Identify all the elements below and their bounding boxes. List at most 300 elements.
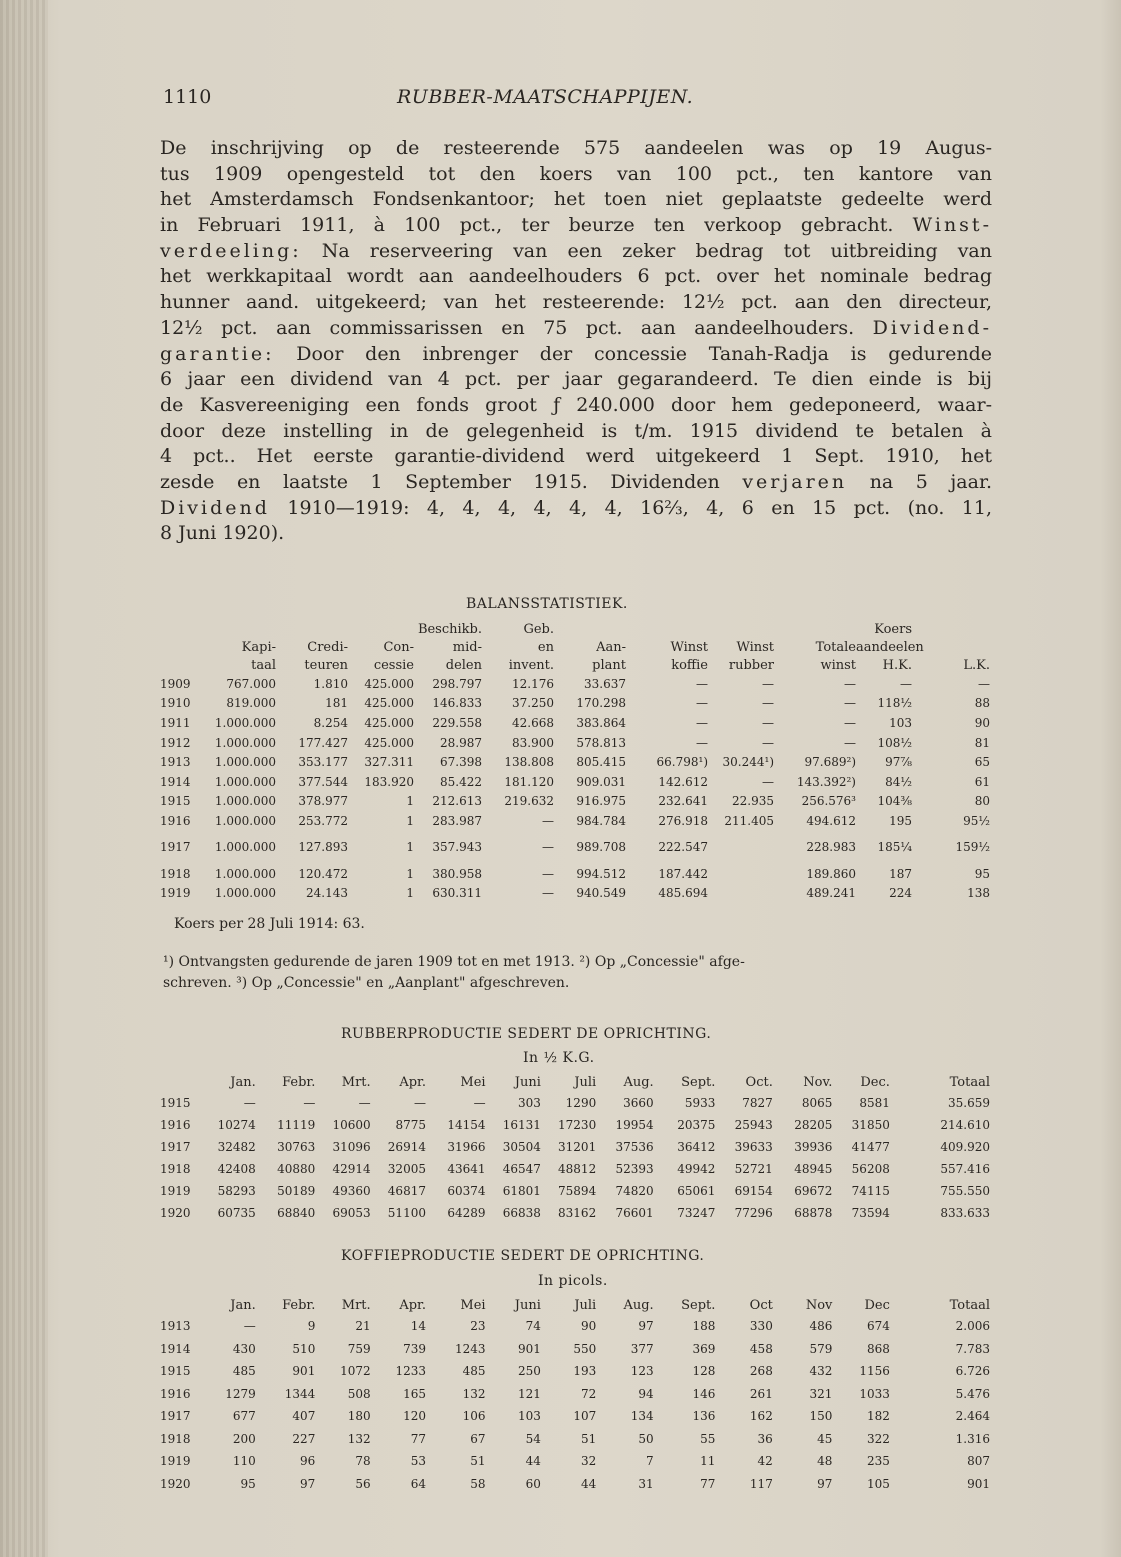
table-cell: 5.476 bbox=[955, 1386, 990, 1401]
table-cell: 494.612 bbox=[806, 813, 856, 828]
table-cell: 33.637 bbox=[584, 676, 626, 691]
table-row bbox=[160, 1315, 990, 1338]
text-line: hunner aand. uitgekeerd; van het resteerende: 12½ pct. aan den directeur, bbox=[160, 291, 992, 314]
table-cell: 11119 bbox=[277, 1118, 316, 1132]
table-cell: 224 bbox=[889, 886, 912, 901]
table-cell: 68840 bbox=[277, 1206, 316, 1220]
table-cell: 1033 bbox=[859, 1386, 890, 1401]
column-header: Juli bbox=[574, 1074, 597, 1090]
table-cell: 30.244¹) bbox=[722, 755, 774, 770]
table-cell: — bbox=[844, 715, 856, 730]
table-cell: 83162 bbox=[558, 1206, 597, 1220]
column-header bbox=[160, 1072, 198, 1092]
table-cell: 1911 bbox=[160, 715, 191, 730]
table-cell: — bbox=[413, 1096, 426, 1110]
table-cell: 1918 bbox=[160, 1431, 191, 1446]
table-cell: 24.143 bbox=[306, 886, 348, 901]
table-cell: 108½ bbox=[877, 735, 912, 750]
table-cell: 1 bbox=[406, 866, 414, 881]
table-row bbox=[160, 1136, 990, 1158]
column-header: Mrt. bbox=[341, 1297, 371, 1313]
table-cell: — bbox=[900, 676, 912, 691]
table-cell: 146 bbox=[692, 1386, 716, 1401]
table-cell: 330 bbox=[749, 1319, 773, 1334]
header-row bbox=[160, 1295, 990, 1315]
table-cell: 97 bbox=[817, 1476, 833, 1491]
table-cell: 181.120 bbox=[504, 774, 554, 789]
table-cell: 143.392²) bbox=[796, 774, 856, 789]
page-number: 1110 bbox=[163, 86, 212, 108]
table-cell: 185¼ bbox=[877, 840, 912, 855]
table-cell: 1910 bbox=[160, 696, 191, 711]
table-cell: 1916 bbox=[160, 1386, 191, 1401]
table-cell: 30763 bbox=[277, 1140, 316, 1154]
column-header: Koers bbox=[874, 621, 912, 637]
table-cell: 118½ bbox=[877, 696, 912, 711]
table-cell: 232.641 bbox=[658, 794, 708, 809]
table-cell: 121 bbox=[517, 1386, 541, 1401]
table-cell: 97 bbox=[638, 1319, 654, 1334]
table-cell: 1918 bbox=[160, 866, 191, 881]
book-spine-shadow bbox=[0, 0, 48, 1557]
table-cell: 94 bbox=[638, 1386, 654, 1401]
column-header: Beschikb. bbox=[417, 621, 482, 637]
table-row bbox=[160, 1114, 990, 1136]
table-cell: 68878 bbox=[794, 1206, 833, 1220]
table-cell: 120 bbox=[403, 1409, 426, 1424]
column-header bbox=[160, 638, 214, 656]
table-cell: 321 bbox=[809, 1386, 833, 1401]
table-cell: 85.422 bbox=[440, 774, 482, 789]
page-header bbox=[163, 86, 989, 114]
table-cell: 909.031 bbox=[576, 774, 626, 789]
table-cell: — bbox=[542, 886, 554, 901]
table-cell: 14154 bbox=[447, 1118, 486, 1132]
column-header bbox=[160, 1295, 198, 1315]
column-header: Apr. bbox=[399, 1297, 426, 1313]
balans-table bbox=[160, 620, 990, 903]
column-header: Sept. bbox=[681, 1074, 716, 1090]
table-cell: 43641 bbox=[447, 1162, 486, 1176]
table-cell: 1279 bbox=[225, 1386, 256, 1401]
table-cell: 1914 bbox=[160, 774, 191, 789]
header-row bbox=[160, 620, 990, 638]
table-cell: 60735 bbox=[217, 1206, 256, 1220]
table-cell: 103 bbox=[889, 715, 912, 730]
table-cell: 105 bbox=[866, 1476, 890, 1491]
table-cell: 485 bbox=[462, 1364, 486, 1379]
table-cell: 833.633 bbox=[940, 1206, 990, 1220]
table-cell: — bbox=[762, 676, 774, 691]
table-cell: 1.000.000 bbox=[214, 715, 276, 730]
table-cell: 1919 bbox=[160, 1454, 191, 1469]
table-cell: 136 bbox=[692, 1409, 716, 1424]
table-row bbox=[160, 1383, 990, 1406]
table-cell: 69154 bbox=[734, 1184, 773, 1198]
table-cell: 1915 bbox=[160, 794, 191, 809]
table-cell: 76601 bbox=[615, 1206, 654, 1220]
table-cell: 1.000.000 bbox=[214, 755, 276, 770]
table-cell: 486 bbox=[809, 1319, 833, 1334]
column-header: Aug. bbox=[623, 1074, 654, 1090]
table-cell: 127.893 bbox=[298, 840, 348, 855]
table-cell: 409.920 bbox=[940, 1140, 990, 1154]
table-cell: 120.472 bbox=[298, 866, 348, 881]
table-cell: 510 bbox=[292, 1341, 316, 1356]
table-cell: 90 bbox=[974, 715, 990, 730]
table-cell: — bbox=[243, 1319, 256, 1334]
table-cell: 6.726 bbox=[955, 1364, 990, 1379]
column-header: Aug. bbox=[623, 1297, 654, 1313]
table-cell: 123 bbox=[630, 1364, 654, 1379]
table-row bbox=[160, 811, 990, 831]
table-cell: 134 bbox=[630, 1409, 654, 1424]
table-cell: 807 bbox=[967, 1454, 990, 1469]
table-cell: 1.000.000 bbox=[214, 735, 276, 750]
column-header bbox=[708, 620, 774, 638]
table-cell: 212.613 bbox=[432, 794, 482, 809]
table-row bbox=[160, 1180, 990, 1202]
table-cell: 485 bbox=[232, 1364, 256, 1379]
table-cell: 357.943 bbox=[432, 840, 482, 855]
table-cell: 1.000.000 bbox=[214, 840, 276, 855]
column-header: aandeelen bbox=[856, 639, 924, 655]
table-cell: — bbox=[762, 696, 774, 711]
table-row bbox=[160, 864, 990, 884]
table-cell: 97.689²) bbox=[804, 755, 856, 770]
table-cell: 142.612 bbox=[658, 774, 708, 789]
table-cell: — bbox=[696, 735, 708, 750]
table-cell: — bbox=[358, 1096, 371, 1110]
table-cell: 195 bbox=[889, 813, 912, 828]
table-cell: 261 bbox=[749, 1386, 773, 1401]
column-header: Nov. bbox=[803, 1074, 833, 1090]
column-header: Credi- bbox=[307, 639, 348, 655]
text-line: het Amsterdamsch Fondsenkantoor; het toen niet geplaatste gedeelte werd bbox=[160, 188, 992, 211]
table-cell: 916.975 bbox=[576, 794, 626, 809]
table-cell: 50 bbox=[638, 1431, 654, 1446]
table-cell: — bbox=[762, 735, 774, 750]
table-cell: 61 bbox=[974, 774, 990, 789]
table-cell: — bbox=[542, 840, 554, 855]
column-header bbox=[214, 620, 276, 638]
table-cell: — bbox=[542, 813, 554, 828]
table-cell: 66.798¹) bbox=[656, 755, 708, 770]
table-cell: 78 bbox=[355, 1454, 371, 1469]
table-cell bbox=[708, 864, 774, 884]
table-cell: 1916 bbox=[160, 1118, 191, 1132]
table-cell: 48 bbox=[817, 1454, 833, 1469]
table-cell: 1344 bbox=[284, 1386, 316, 1401]
table-cell: 430 bbox=[232, 1341, 256, 1356]
table-cell: 46547 bbox=[502, 1162, 541, 1176]
table-cell: — bbox=[978, 676, 990, 691]
table-cell: 322 bbox=[866, 1431, 890, 1446]
text-line: 8 Juni 1920). bbox=[160, 522, 285, 545]
table-cell: 369 bbox=[692, 1341, 716, 1356]
table-row bbox=[160, 1473, 990, 1496]
text-segment: in Februari 1911, à 100 pct., ter beurze ten verkoop gebracht. bbox=[160, 214, 894, 237]
table-cell: 35.659 bbox=[948, 1096, 990, 1110]
table-cell: — bbox=[542, 866, 554, 881]
table-cell: 755.550 bbox=[940, 1184, 990, 1198]
column-header: Totale bbox=[815, 639, 856, 655]
table-cell: — bbox=[762, 715, 774, 730]
table-cell: 36 bbox=[757, 1431, 773, 1446]
table-cell: 48945 bbox=[794, 1162, 833, 1176]
table-cell: 26914 bbox=[387, 1140, 426, 1154]
column-header bbox=[276, 620, 348, 638]
table-cell: 69672 bbox=[794, 1184, 833, 1198]
table-cell: 39633 bbox=[734, 1140, 773, 1154]
table-cell: 557.416 bbox=[940, 1162, 990, 1176]
table-cell: 188 bbox=[692, 1319, 716, 1334]
table-cell: 211.405 bbox=[724, 813, 774, 828]
table-cell: 64289 bbox=[447, 1206, 486, 1220]
footnote-line: schreven. ³) Op „Concessie" en „Aanplant" afgeschreven. bbox=[163, 975, 570, 991]
table-cell: 58293 bbox=[217, 1184, 256, 1198]
table-cell: 1913 bbox=[160, 755, 191, 770]
table-cell: — bbox=[844, 676, 856, 691]
table-cell: 868 bbox=[866, 1341, 890, 1356]
table-cell: 1915 bbox=[160, 1364, 191, 1379]
table-cell: 48812 bbox=[558, 1162, 597, 1176]
table-cell: 28.987 bbox=[440, 735, 482, 750]
column-header: Nov bbox=[805, 1297, 833, 1313]
table-cell: 1243 bbox=[455, 1341, 486, 1356]
table-cell: 12.176 bbox=[512, 676, 554, 691]
text-line: de Kasvereeniging een fonds groot ƒ 240.000 door hem gedeponeerd, waar- bbox=[160, 393, 992, 416]
table-cell: 8775 bbox=[395, 1118, 426, 1132]
table-cell: 110 bbox=[232, 1454, 256, 1469]
table-cell: 117 bbox=[749, 1476, 773, 1491]
column-header: Juni bbox=[514, 1297, 541, 1313]
table-cell: — bbox=[473, 1096, 486, 1110]
table-cell: 39936 bbox=[794, 1140, 833, 1154]
column-header: Jan. bbox=[230, 1297, 256, 1313]
table-cell: 1920 bbox=[160, 1476, 191, 1491]
column-header: teuren bbox=[304, 657, 348, 673]
table-cell: 31850 bbox=[851, 1118, 890, 1132]
footnote-line: ¹) Ontvangsten gedurende de jaren 1909 tot en met 1913. ²) Op „Concessie" afge- bbox=[163, 954, 745, 970]
table-row bbox=[160, 1450, 990, 1473]
table-cell: 64 bbox=[410, 1476, 426, 1491]
table-cell: 81 bbox=[974, 735, 990, 750]
body-paragraph bbox=[160, 136, 992, 547]
text-line: 6 jaar een dividend van 4 pct. per jaar gegarandeerd. Te dien einde is bij bbox=[160, 368, 992, 391]
table-cell: 901 bbox=[292, 1364, 316, 1379]
table-cell: 95 bbox=[240, 1476, 256, 1491]
table-row bbox=[160, 1092, 990, 1114]
column-header: taal bbox=[251, 657, 276, 673]
table-cell: 159½ bbox=[955, 840, 990, 855]
table-cell: 1233 bbox=[395, 1364, 426, 1379]
text-line bbox=[160, 316, 992, 342]
rubber-unit: In ½ K.G. bbox=[523, 1050, 595, 1066]
table-cell: 49942 bbox=[677, 1162, 716, 1176]
table-cell: 425.000 bbox=[364, 676, 414, 691]
table-cell: 60 bbox=[525, 1476, 541, 1491]
table-cell: — bbox=[762, 774, 774, 789]
table-cell: 54 bbox=[525, 1431, 541, 1446]
table-cell: 67.398 bbox=[440, 755, 482, 770]
text-line: De inschrijving op de resteerende 575 aandeelen was op 19 Augus- bbox=[160, 137, 992, 159]
table-cell: — bbox=[844, 735, 856, 750]
text-segment: Na reserveering van een zeker bedrag tot uitbreiding van bbox=[321, 239, 993, 262]
table-row bbox=[160, 792, 990, 812]
column-header: Geb. bbox=[523, 621, 554, 637]
table-cell: 767.000 bbox=[226, 676, 276, 691]
table-cell: 107 bbox=[573, 1409, 597, 1424]
table-cell: 183.920 bbox=[364, 774, 414, 789]
header-row bbox=[160, 656, 990, 674]
table-cell: 377.544 bbox=[298, 774, 348, 789]
table-cell: 984.784 bbox=[576, 813, 626, 828]
table-cell: 1912 bbox=[160, 735, 191, 750]
header-row bbox=[160, 1072, 990, 1092]
table-cell: 219.632 bbox=[504, 794, 554, 809]
table-cell: 901 bbox=[967, 1476, 990, 1491]
table-cell: 42.668 bbox=[512, 715, 554, 730]
table-cell: 407 bbox=[292, 1409, 316, 1424]
table-cell: 19954 bbox=[615, 1118, 654, 1132]
table-cell: 940.549 bbox=[576, 886, 626, 901]
spaced-term: garantie: bbox=[160, 342, 275, 365]
table-cell: 60374 bbox=[447, 1184, 486, 1198]
column-header: en bbox=[537, 639, 554, 655]
table-cell: 77296 bbox=[734, 1206, 773, 1220]
table-cell: 30504 bbox=[502, 1140, 541, 1154]
text-segment: Door den inbrenger der concessie Tanah-Radja is gedurende bbox=[296, 342, 992, 365]
table-cell: 1914 bbox=[160, 1341, 191, 1356]
table-cell: 378.977 bbox=[298, 794, 348, 809]
table-cell: 73594 bbox=[851, 1206, 890, 1220]
koffie-title: KOFFIEPRODUCTIE SEDERT DE OPRICHTING. bbox=[341, 1248, 705, 1264]
table-cell: 1920 bbox=[160, 1206, 191, 1220]
column-header: cessie bbox=[373, 657, 414, 673]
table-cell: 180 bbox=[347, 1409, 371, 1424]
table-cell: 1.000.000 bbox=[214, 794, 276, 809]
table-cell: 1.000.000 bbox=[214, 866, 276, 881]
table-cell: 31096 bbox=[332, 1140, 371, 1154]
table-cell: 759 bbox=[347, 1341, 371, 1356]
table-cell: 162 bbox=[749, 1409, 773, 1424]
table-cell: 16131 bbox=[502, 1118, 541, 1132]
table-cell: 37.250 bbox=[512, 696, 554, 711]
table-cell: 56 bbox=[355, 1476, 371, 1491]
table-cell: 235 bbox=[866, 1454, 890, 1469]
rubber-table bbox=[160, 1072, 990, 1224]
table-cell: 193 bbox=[573, 1364, 597, 1379]
column-header: rubber bbox=[728, 657, 774, 673]
text-line bbox=[160, 239, 992, 265]
table-cell: 1913 bbox=[160, 1319, 191, 1334]
table-cell: 42914 bbox=[332, 1162, 371, 1176]
table-cell: 55 bbox=[700, 1431, 716, 1446]
column-header: Mrt. bbox=[341, 1074, 371, 1090]
column-header: Kapi- bbox=[241, 639, 276, 655]
table-cell: 1.316 bbox=[955, 1431, 990, 1446]
table-cell: 69053 bbox=[332, 1206, 371, 1220]
table-cell: 138.808 bbox=[504, 755, 554, 770]
table-cell: 432 bbox=[809, 1364, 833, 1379]
text-line bbox=[160, 342, 992, 368]
table-row bbox=[160, 1405, 990, 1428]
table-cell: 7 bbox=[646, 1454, 654, 1469]
table-row bbox=[160, 694, 990, 714]
table-cell: 1156 bbox=[859, 1364, 890, 1379]
text-line: door deze instelling in de gelegenheid is t/m. 1915 dividend te betalen à bbox=[160, 419, 992, 442]
column-header: Oct bbox=[749, 1297, 773, 1313]
text-segment: 1910—1919: 4, 4, 4, 4, 4, 4, 16⅔, 4, 6 en 15 pct. (no. 11, bbox=[287, 496, 992, 519]
text-line bbox=[160, 470, 992, 496]
column-header: plant bbox=[592, 657, 626, 673]
table-cell: 994.512 bbox=[576, 866, 626, 881]
table-cell: 53 bbox=[410, 1454, 426, 1469]
table-cell: 83.900 bbox=[512, 735, 554, 750]
table-cell: 40880 bbox=[277, 1162, 316, 1176]
table-cell: — bbox=[696, 696, 708, 711]
table-cell: 3660 bbox=[623, 1096, 654, 1110]
column-header bbox=[774, 620, 856, 638]
table-row bbox=[160, 674, 990, 694]
table-cell: 1.000.000 bbox=[214, 774, 276, 789]
table-cell: 1916 bbox=[160, 813, 191, 828]
column-header: invent. bbox=[508, 657, 554, 673]
column-header: Oct. bbox=[745, 1074, 773, 1090]
table-cell: 31966 bbox=[447, 1140, 486, 1154]
table-cell: 1 bbox=[406, 794, 414, 809]
table-cell: 578.813 bbox=[576, 735, 626, 750]
table-cell: 97⅞ bbox=[885, 755, 912, 770]
spaced-term: verdeeling: bbox=[160, 239, 302, 262]
table-cell: 77 bbox=[700, 1476, 716, 1491]
spaced-term: Dividend bbox=[160, 496, 270, 519]
spaced-term: Winst- bbox=[912, 214, 992, 237]
table-cell: 106 bbox=[462, 1409, 486, 1424]
table-cell: 45 bbox=[817, 1431, 833, 1446]
table-cell: 42 bbox=[757, 1454, 773, 1469]
column-header: Juni bbox=[514, 1074, 541, 1090]
text-line: 4 pct.. Het eerste garantie-dividend werd uitgekeerd 1 Sept. 1910, het bbox=[160, 445, 992, 468]
table-cell: 425.000 bbox=[364, 735, 414, 750]
table-cell: 96 bbox=[300, 1454, 316, 1469]
column-header: L.K. bbox=[963, 657, 990, 673]
table-cell: 425.000 bbox=[364, 715, 414, 730]
table-cell: 222.547 bbox=[658, 840, 708, 855]
header-row bbox=[160, 638, 990, 656]
table-cell: 58 bbox=[470, 1476, 486, 1491]
koers-note: Koers per 28 Juli 1914: 63. bbox=[174, 916, 365, 932]
column-header: Winst bbox=[736, 639, 774, 655]
table-cell: 550 bbox=[573, 1341, 597, 1356]
table-cell: 52721 bbox=[734, 1162, 773, 1176]
table-cell: 75894 bbox=[558, 1184, 597, 1198]
column-header: koffie bbox=[671, 657, 708, 673]
table-cell: 32482 bbox=[217, 1140, 256, 1154]
table-cell: 84½ bbox=[885, 774, 912, 789]
table-cell: 1 bbox=[406, 813, 414, 828]
table-row bbox=[160, 831, 990, 864]
table-cell: 103 bbox=[517, 1409, 541, 1424]
table-cell: — bbox=[696, 715, 708, 730]
table-cell: 1918 bbox=[160, 1162, 191, 1176]
table-cell: 7827 bbox=[742, 1096, 773, 1110]
table-cell: 425.000 bbox=[364, 696, 414, 711]
table-row bbox=[160, 713, 990, 733]
table-cell: 49360 bbox=[332, 1184, 371, 1198]
table-cell: 46817 bbox=[387, 1184, 426, 1198]
